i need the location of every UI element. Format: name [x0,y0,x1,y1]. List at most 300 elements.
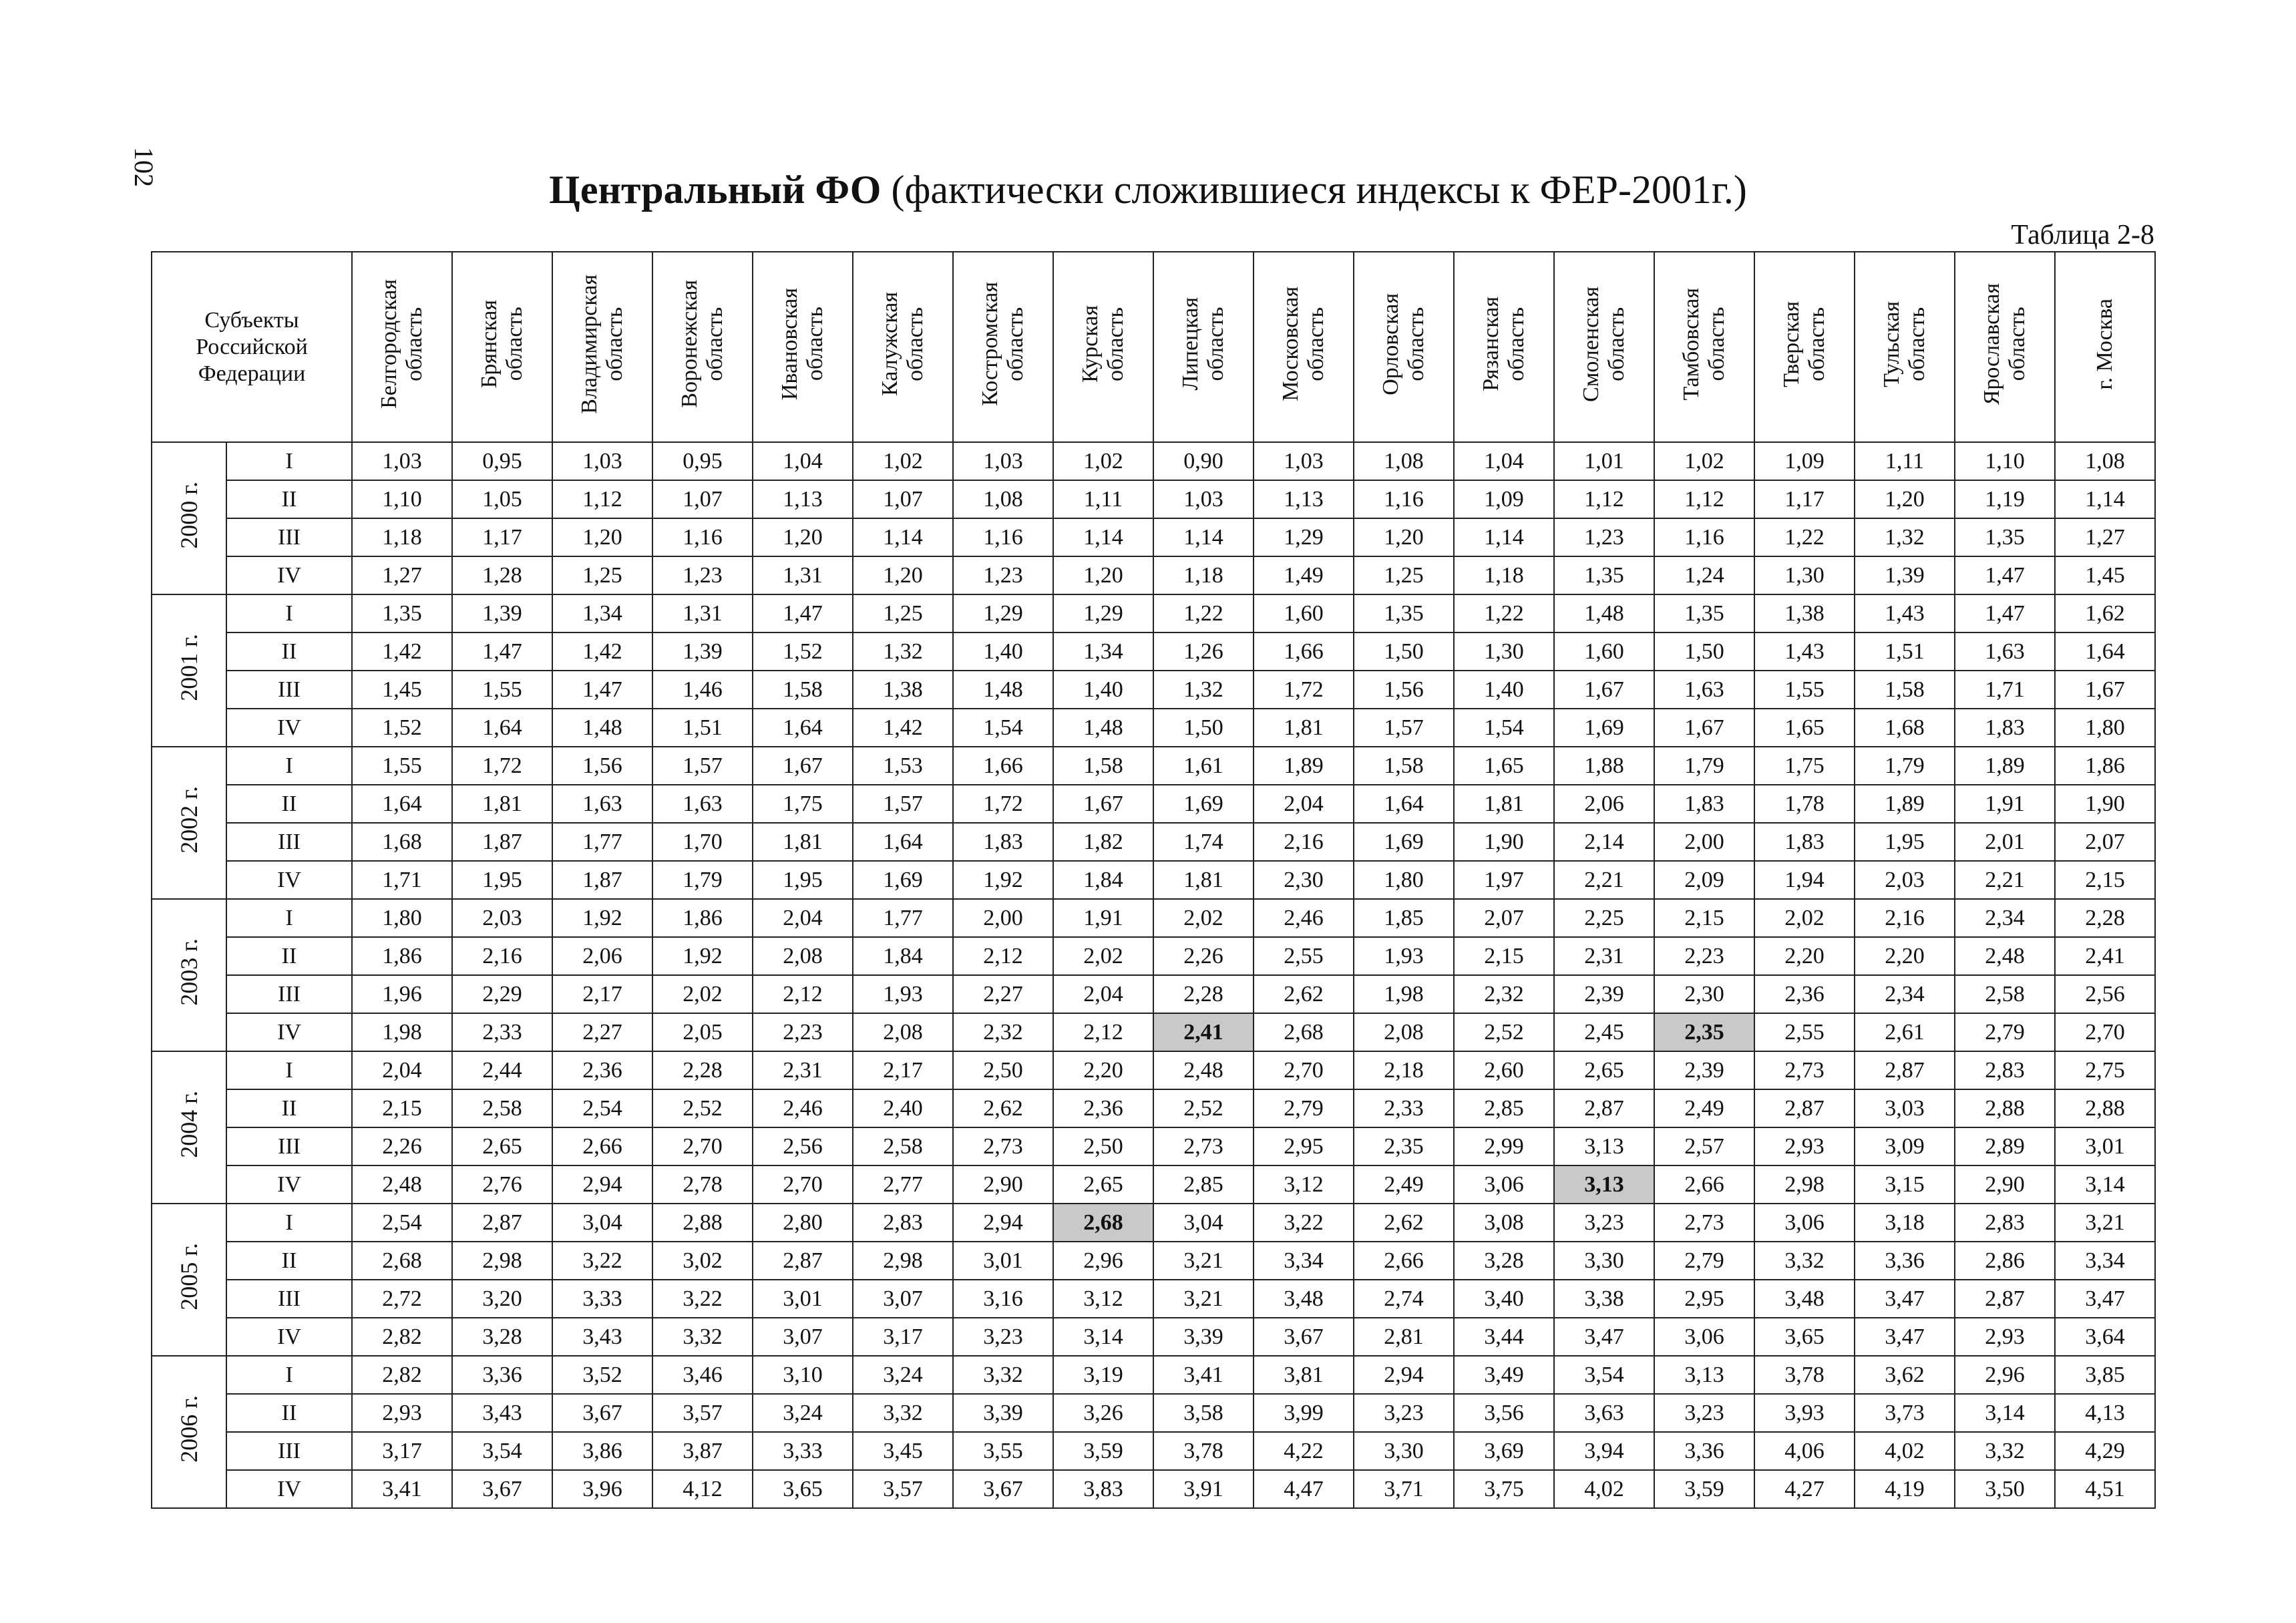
value-cell: 1,31 [753,556,853,594]
value-cell: 2,68 [352,1242,452,1280]
quarter-cell: III [226,1432,352,1470]
table-row [152,861,2155,899]
value-cell: 1,75 [753,785,853,823]
value-cell: 2,85 [1153,1165,1254,1204]
value-cell: 2,44 [452,1051,552,1089]
value-cell: 2,73 [1754,1051,1855,1089]
value-cell: 2,57 [1654,1127,1754,1165]
value-cell: 1,67 [1053,785,1153,823]
value-cell: 3,12 [1053,1280,1153,1318]
value-cell: 2,56 [753,1127,853,1165]
value-cell: 4,02 [1554,1470,1654,1508]
value-cell: 3,18 [1855,1204,1955,1242]
table-row [152,480,2155,518]
region-header [1153,252,1254,442]
region-name: Рязанская область [1479,297,1529,391]
value-cell: 3,01 [953,1242,1053,1280]
value-cell: 1,90 [1454,823,1554,861]
table-row [152,442,2155,480]
value-cell: 2,93 [1754,1127,1855,1165]
value-cell: 3,93 [1754,1394,1855,1432]
table-row [152,1204,2155,1242]
value-cell: 1,71 [1955,671,2055,709]
value-cell: 3,64 [2055,1318,2155,1356]
value-cell: 1,47 [1955,556,2055,594]
value-cell: 1,83 [1955,709,2055,747]
value-cell: 1,89 [1855,785,1955,823]
region-name: Тамбовская область [1679,287,1730,401]
value-cell: 1,54 [953,709,1053,747]
region-header [452,252,552,442]
value-cell: 2,98 [853,1242,953,1280]
table-row [152,1432,2155,1470]
value-cell: 2,14 [1554,823,1654,861]
value-cell: 1,34 [552,594,652,633]
value-cell: 1,03 [552,442,652,480]
region-name: Смоленская область [1579,286,1630,402]
value-cell: 1,13 [753,480,853,518]
value-cell: 3,65 [753,1470,853,1508]
value-cell: 1,22 [1153,594,1254,633]
region-name: Липецкая область [1178,297,1229,391]
value-cell: 3,17 [853,1318,953,1356]
value-cell: 1,57 [853,785,953,823]
table-row [152,1318,2155,1356]
value-cell: 1,72 [953,785,1053,823]
value-cell: 2,48 [352,1165,452,1204]
table-row [152,1394,2155,1432]
value-cell: 2,66 [552,1127,652,1165]
value-cell: 2,16 [1855,899,1955,937]
value-cell: 3,71 [1354,1470,1454,1508]
value-cell: 1,58 [1354,747,1454,785]
quarter-cell: III [226,1127,352,1165]
value-cell: 4,19 [1855,1470,1955,1508]
value-cell: 1,88 [1554,747,1654,785]
region-name: Калужская область [878,292,928,396]
value-cell: 1,54 [1454,709,1554,747]
value-cell: 1,67 [753,747,853,785]
value-cell: 2,07 [2055,823,2155,861]
region-header [1354,252,1454,442]
value-cell: 0,90 [1153,442,1254,480]
value-cell: 2,12 [953,937,1053,975]
value-cell: 1,87 [552,861,652,899]
value-cell: 1,81 [1153,861,1254,899]
value-cell: 1,42 [552,633,652,671]
value-cell: 1,77 [552,823,652,861]
value-cell: 1,95 [753,861,853,899]
value-cell: 1,29 [1254,518,1354,556]
value-cell: 3,67 [953,1470,1053,1508]
table-label: Таблица 2-8 [2011,220,2154,250]
value-cell: 2,75 [2055,1051,2155,1089]
value-cell: 2,18 [1354,1051,1454,1089]
value-cell: 3,03 [1855,1089,1955,1127]
value-cell: 2,94 [552,1165,652,1204]
value-cell: 2,36 [1754,975,1855,1013]
value-cell: 2,60 [1454,1051,1554,1089]
value-cell: 2,66 [1654,1165,1754,1204]
value-cell: 2,58 [452,1089,552,1127]
value-cell: 3,67 [552,1394,652,1432]
header-row [152,252,2155,442]
table-row [152,823,2155,861]
value-cell: 1,14 [1153,518,1254,556]
value-cell: 2,31 [753,1051,853,1089]
value-cell: 3,24 [753,1394,853,1432]
value-cell: 1,80 [2055,709,2155,747]
value-cell: 3,36 [1654,1432,1754,1470]
value-cell: 3,75 [1454,1470,1554,1508]
table-row [152,633,2155,671]
value-cell: 1,32 [1855,518,1955,556]
value-cell: 1,12 [1554,480,1654,518]
quarter-cell: I [226,594,352,633]
value-cell: 1,48 [1053,709,1153,747]
value-cell: 1,02 [853,442,953,480]
value-cell: 2,23 [1654,937,1754,975]
value-cell: 2,31 [1554,937,1654,975]
value-cell: 2,62 [953,1089,1053,1127]
value-cell: 2,70 [2055,1013,2155,1051]
value-cell: 3,67 [452,1470,552,1508]
value-cell: 1,16 [652,518,753,556]
value-cell: 1,58 [1053,747,1153,785]
value-cell: 1,12 [1654,480,1754,518]
value-cell: 1,16 [953,518,1053,556]
value-cell: 1,25 [853,594,953,633]
value-cell: 3,13 [1554,1127,1654,1165]
quarter-cell: IV [226,1470,352,1508]
value-cell: 1,24 [1654,556,1754,594]
value-cell: 2,50 [953,1051,1053,1089]
value-cell: 2,30 [1654,975,1754,1013]
value-cell: 3,81 [1254,1356,1354,1394]
value-cell: 1,42 [352,633,452,671]
value-cell: 1,35 [1955,518,2055,556]
year-label: 2006 г. [176,1395,202,1463]
table-row [152,1470,2155,1508]
value-cell: 2,20 [1053,1051,1153,1089]
region-header [2055,252,2155,442]
value-cell: 3,28 [452,1318,552,1356]
region-name: Тульская область [1879,301,1930,387]
year-label: 2002 г. [176,786,202,854]
year-cell [152,747,226,899]
value-cell: 2,41 [1153,1013,1254,1051]
value-cell: 1,62 [2055,594,2155,633]
value-cell: 2,05 [652,1013,753,1051]
value-cell: 1,93 [853,975,953,1013]
table-row [152,1356,2155,1394]
value-cell: 1,71 [352,861,452,899]
value-cell: 1,77 [853,899,953,937]
value-cell: 1,27 [2055,518,2155,556]
quarter-cell: IV [226,1165,352,1204]
value-cell: 1,20 [753,518,853,556]
value-cell: 2,06 [1554,785,1654,823]
value-cell: 1,86 [652,899,753,937]
value-cell: 2,20 [1855,937,1955,975]
value-cell: 3,33 [552,1280,652,1318]
value-cell: 2,70 [753,1165,853,1204]
value-cell: 3,08 [1454,1204,1554,1242]
quarter-cell: III [226,975,352,1013]
value-cell: 3,67 [1254,1318,1354,1356]
value-cell: 1,07 [853,480,953,518]
value-cell: 1,40 [1053,671,1153,709]
value-cell: 1,61 [1153,747,1254,785]
year-cell [152,899,226,1051]
value-cell: 4,29 [2055,1432,2155,1470]
value-cell: 2,98 [1754,1165,1855,1204]
value-cell: 3,47 [1855,1280,1955,1318]
index-table [151,251,2156,1509]
value-cell: 2,68 [1053,1204,1153,1242]
value-cell: 2,73 [953,1127,1053,1165]
quarter-cell: III [226,671,352,709]
value-cell: 1,40 [953,633,1053,671]
value-cell: 2,12 [753,975,853,1013]
value-cell: 2,35 [1354,1127,1454,1165]
value-cell: 2,56 [2055,975,2155,1013]
table-row [152,747,2155,785]
value-cell: 2,52 [1454,1013,1554,1051]
value-cell: 3,85 [2055,1356,2155,1394]
value-cell: 1,45 [2055,556,2155,594]
value-cell: 3,13 [1554,1165,1654,1204]
value-cell: 3,62 [1855,1356,1955,1394]
value-cell: 2,94 [953,1204,1053,1242]
page-title [0,167,2296,213]
value-cell: 1,04 [1454,442,1554,480]
value-cell: 1,02 [1654,442,1754,480]
region-header [953,252,1053,442]
value-cell: 1,38 [853,671,953,709]
value-cell: 2,52 [652,1089,753,1127]
value-cell: 2,36 [552,1051,652,1089]
value-cell: 1,47 [552,671,652,709]
value-cell: 1,91 [1053,899,1153,937]
value-cell: 3,87 [652,1432,753,1470]
value-cell: 2,58 [853,1127,953,1165]
year-label: 2004 г. [176,1091,202,1158]
value-cell: 3,19 [1053,1356,1153,1394]
value-cell: 1,47 [1955,594,2055,633]
value-cell: 1,57 [1354,709,1454,747]
value-cell: 3,59 [1053,1432,1153,1470]
value-cell: 3,63 [1554,1394,1654,1432]
value-cell: 1,25 [1354,556,1454,594]
value-cell: 3,54 [452,1432,552,1470]
value-cell: 2,28 [652,1051,753,1089]
value-cell: 3,50 [1955,1470,2055,1508]
value-cell: 2,65 [1554,1051,1654,1089]
value-cell: 1,16 [1654,518,1754,556]
quarter-cell: IV [226,709,352,747]
value-cell: 1,30 [1454,633,1554,671]
value-cell: 1,08 [1354,442,1454,480]
value-cell: 2,90 [953,1165,1053,1204]
table-row [152,1127,2155,1165]
value-cell: 3,91 [1153,1470,1254,1508]
value-cell: 1,27 [352,556,452,594]
table-row [152,785,2155,823]
value-cell: 3,09 [1855,1127,1955,1165]
value-cell: 1,68 [1855,709,1955,747]
value-cell: 1,20 [1053,556,1153,594]
value-cell: 3,21 [1153,1280,1254,1318]
value-cell: 2,27 [552,1013,652,1051]
value-cell: 1,89 [1254,747,1354,785]
value-cell: 4,06 [1754,1432,1855,1470]
value-cell: 4,51 [2055,1470,2155,1508]
value-cell: 3,38 [1554,1280,1654,1318]
value-cell: 2,90 [1955,1165,2055,1204]
value-cell: 1,48 [953,671,1053,709]
value-cell: 1,64 [2055,633,2155,671]
value-cell: 2,68 [1254,1013,1354,1051]
value-cell: 1,84 [853,937,953,975]
value-cell: 3,04 [552,1204,652,1242]
value-cell: 2,15 [2055,861,2155,899]
region-header [1454,252,1554,442]
region-header [1554,252,1654,442]
value-cell: 2,21 [1955,861,2055,899]
value-cell: 2,48 [1955,937,2055,975]
value-cell: 3,04 [1153,1204,1254,1242]
value-cell: 3,20 [452,1280,552,1318]
table-row [152,937,2155,975]
value-cell: 3,33 [753,1432,853,1470]
value-cell: 2,66 [1354,1242,1454,1280]
value-cell: 1,67 [2055,671,2155,709]
quarter-cell: I [226,747,352,785]
value-cell: 2,79 [1254,1089,1354,1127]
value-cell: 1,69 [853,861,953,899]
value-cell: 1,28 [452,556,552,594]
value-cell: 4,22 [1254,1432,1354,1470]
value-cell: 1,68 [352,823,452,861]
value-cell: 3,16 [953,1280,1053,1318]
value-cell: 1,14 [1454,518,1554,556]
value-cell: 2,26 [1153,937,1254,975]
value-cell: 2,00 [1654,823,1754,861]
table-row [152,594,2155,633]
value-cell: 1,89 [1955,747,2055,785]
value-cell: 2,32 [953,1013,1053,1051]
quarter-cell: I [226,1051,352,1089]
value-cell: 1,50 [1153,709,1254,747]
value-cell: 2,87 [1855,1051,1955,1089]
table-row [152,1165,2155,1204]
quarter-cell: IV [226,861,352,899]
value-cell: 3,39 [1153,1318,1254,1356]
value-cell: 3,17 [352,1432,452,1470]
value-cell: 3,49 [1454,1356,1554,1394]
value-cell: 2,39 [1554,975,1654,1013]
region-name: Курская область [1078,305,1129,383]
year-cell [152,442,226,594]
value-cell: 1,90 [2055,785,2155,823]
value-cell: 1,14 [1053,518,1153,556]
value-cell: 2,74 [1354,1280,1454,1318]
value-cell: 3,36 [1855,1242,1955,1280]
value-cell: 3,52 [552,1356,652,1394]
value-cell: 3,58 [1153,1394,1254,1432]
value-cell: 2,98 [452,1242,552,1280]
value-cell: 2,72 [352,1280,452,1318]
year-cell [152,594,226,747]
value-cell: 3,22 [652,1280,753,1318]
value-cell: 1,35 [1654,594,1754,633]
value-cell: 3,73 [1855,1394,1955,1432]
quarter-cell: IV [226,1318,352,1356]
value-cell: 3,26 [1053,1394,1153,1432]
value-cell: 2,76 [452,1165,552,1204]
subject-header: Субъекты Российской Федерации [152,252,352,442]
quarter-cell: IV [226,1013,352,1051]
value-cell: 3,30 [1354,1432,1454,1470]
value-cell: 2,73 [1153,1127,1254,1165]
quarter-cell: I [226,442,352,480]
value-cell: 1,10 [352,480,452,518]
value-cell: 3,45 [853,1432,953,1470]
value-cell: 1,52 [753,633,853,671]
value-cell: 2,79 [1654,1242,1754,1280]
value-cell: 1,80 [352,899,452,937]
value-cell: 2,52 [1153,1089,1254,1127]
table-row [152,518,2155,556]
value-cell: 1,35 [352,594,452,633]
value-cell: 2,21 [1554,861,1654,899]
value-cell: 2,17 [853,1051,953,1089]
value-cell: 1,20 [1354,518,1454,556]
value-cell: 2,33 [1354,1089,1454,1127]
value-cell: 2,45 [1554,1013,1654,1051]
value-cell: 1,23 [953,556,1053,594]
value-cell: 1,43 [1855,594,1955,633]
value-cell: 2,07 [1454,899,1554,937]
value-cell: 1,39 [1855,556,1955,594]
value-cell: 1,97 [1454,861,1554,899]
value-cell: 1,11 [1855,442,1955,480]
value-cell: 2,46 [753,1089,853,1127]
value-cell: 1,04 [753,442,853,480]
value-cell: 1,66 [953,747,1053,785]
value-cell: 2,20 [1754,937,1855,975]
value-cell: 1,95 [452,861,552,899]
value-cell: 3,14 [1955,1394,2055,1432]
value-cell: 1,85 [1354,899,1454,937]
quarter-cell: II [226,785,352,823]
value-cell: 3,43 [552,1318,652,1356]
value-cell: 2,29 [452,975,552,1013]
value-cell: 1,55 [1754,671,1855,709]
value-cell: 1,83 [1654,785,1754,823]
value-cell: 2,39 [1654,1051,1754,1089]
value-cell: 1,60 [1254,594,1354,633]
value-cell: 1,65 [1754,709,1855,747]
value-cell: 2,40 [853,1089,953,1127]
value-cell: 4,02 [1855,1432,1955,1470]
value-cell: 1,38 [1754,594,1855,633]
region-name: Тверская область [1779,301,1830,387]
value-cell: 2,82 [352,1318,452,1356]
value-cell: 1,17 [1754,480,1855,518]
value-cell: 2,28 [2055,899,2155,937]
